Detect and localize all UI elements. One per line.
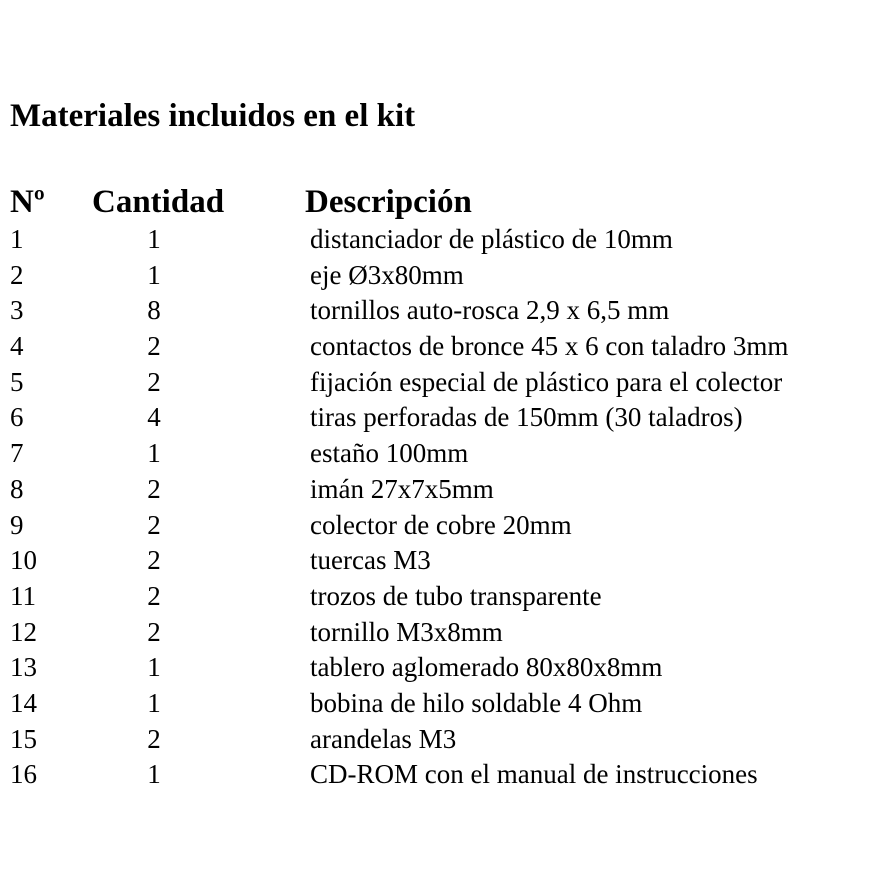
row-quantity: 1 bbox=[147, 687, 161, 718]
row-description: eje Ø3x80mm bbox=[310, 259, 464, 290]
row-number: 16 bbox=[10, 759, 37, 790]
row-description: contactos de bronce 45 x 6 con taladro 3mm bbox=[310, 331, 789, 362]
row-description: arandelas M3 bbox=[310, 723, 457, 754]
row-description: bobina de hilo soldable 4 Ohm bbox=[310, 687, 643, 718]
row-number: 4 bbox=[10, 331, 24, 362]
table-row bbox=[0, 472, 883, 508]
table-row bbox=[0, 400, 883, 436]
row-quantity: 2 bbox=[147, 509, 161, 540]
row-number: 10 bbox=[10, 545, 37, 576]
row-number: 6 bbox=[10, 402, 24, 433]
table-row bbox=[0, 543, 883, 579]
row-description: fijación especial de plástico para el colector bbox=[310, 366, 783, 397]
table-row bbox=[0, 615, 883, 651]
row-number: 13 bbox=[10, 652, 37, 683]
row-number: 3 bbox=[10, 295, 24, 326]
table-row bbox=[0, 579, 883, 615]
row-number: 15 bbox=[10, 723, 37, 754]
row-number: 9 bbox=[10, 509, 24, 540]
table-row bbox=[0, 436, 883, 472]
row-quantity: 2 bbox=[147, 723, 161, 754]
table-row bbox=[0, 650, 883, 686]
row-description: CD-ROM con el manual de instrucciones bbox=[310, 759, 758, 790]
row-description: tablero aglomerado 80x80x8mm bbox=[310, 652, 663, 683]
row-quantity: 1 bbox=[147, 438, 161, 469]
table-row bbox=[0, 258, 883, 294]
row-quantity: 2 bbox=[147, 366, 161, 397]
table-header bbox=[0, 182, 883, 222]
row-quantity: 4 bbox=[147, 402, 161, 433]
table-row bbox=[0, 686, 883, 722]
row-quantity: 2 bbox=[147, 473, 161, 504]
table-row bbox=[0, 508, 883, 544]
row-quantity: 2 bbox=[147, 331, 161, 362]
row-description: estaño 100mm bbox=[310, 438, 469, 469]
row-quantity: 1 bbox=[147, 759, 161, 790]
row-description: tiras perforadas de 150mm (30 taladros) bbox=[310, 402, 743, 433]
header-num: Nº bbox=[10, 184, 45, 220]
row-quantity: 8 bbox=[147, 295, 161, 326]
row-number: 2 bbox=[10, 259, 24, 290]
row-description: distanciador de plástico de 10mm bbox=[310, 224, 673, 254]
row-quantity: 2 bbox=[147, 616, 161, 647]
row-number: 14 bbox=[10, 687, 37, 718]
row-description: tuercas M3 bbox=[310, 545, 431, 576]
table-row bbox=[0, 329, 883, 365]
row-number: 7 bbox=[10, 438, 24, 469]
row-description: trozos de tubo transparente bbox=[310, 580, 602, 611]
table-row bbox=[0, 293, 883, 329]
row-quantity: 1 bbox=[147, 224, 161, 254]
table-row bbox=[0, 222, 883, 258]
row-quantity: 1 bbox=[147, 652, 161, 683]
table-row bbox=[0, 722, 883, 758]
row-description: imán 27x7x5mm bbox=[310, 473, 494, 504]
table-row bbox=[0, 757, 883, 793]
row-number: 8 bbox=[10, 473, 24, 504]
row-number: 11 bbox=[10, 580, 36, 611]
row-quantity: 2 bbox=[147, 580, 161, 611]
materials-table bbox=[0, 222, 883, 793]
header-description: Descripción bbox=[305, 184, 472, 220]
header-quantity: Cantidad bbox=[92, 184, 225, 220]
row-description: colector de cobre 20mm bbox=[310, 509, 572, 540]
page-title: Materiales incluidos en el kit bbox=[10, 98, 416, 134]
row-number: 5 bbox=[10, 366, 24, 397]
row-number: 12 bbox=[10, 616, 37, 647]
row-number: 1 bbox=[10, 224, 24, 254]
row-quantity: 1 bbox=[147, 259, 161, 290]
row-description: tornillo M3x8mm bbox=[310, 616, 503, 647]
table-row bbox=[0, 365, 883, 401]
row-quantity: 2 bbox=[147, 545, 161, 576]
row-description: tornillos auto-rosca 2,9 x 6,5 mm bbox=[310, 295, 670, 326]
